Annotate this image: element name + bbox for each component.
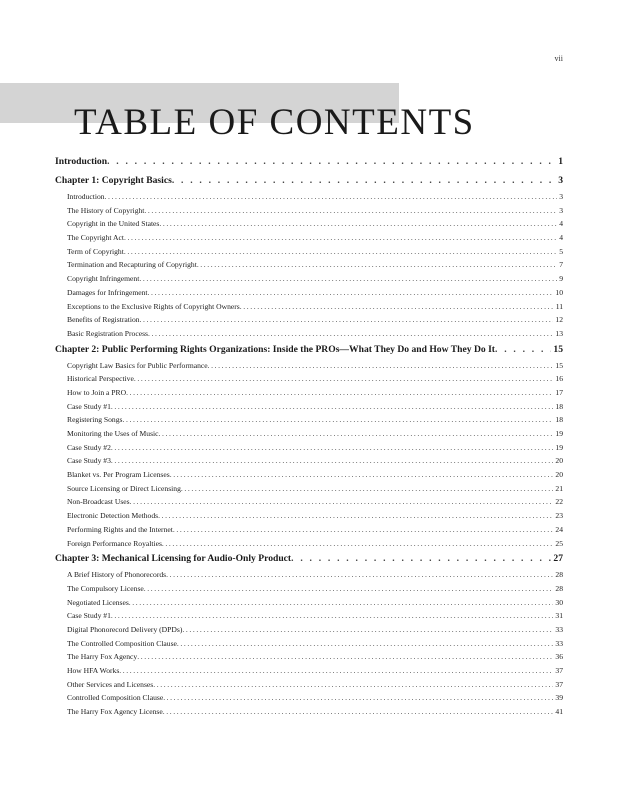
dot-leader [144,204,557,218]
toc-section-entry [55,637,563,651]
toc-section-entry [55,596,563,610]
toc-section-entry [55,286,563,300]
toc-entry-title: Case Study #3 [67,456,111,466]
toc-section-entry [55,400,563,414]
toc-entry-title: The Compulsory License [67,583,144,593]
toc-section-entry [55,231,563,245]
toc-section-entry [55,190,563,204]
toc-section-entry [55,386,563,400]
toc-entry-title: Introduction [67,192,105,201]
dot-leader [181,482,554,496]
toc-page-number: 19 [555,442,563,452]
toc-page-number: 23 [555,511,563,521]
toc-page-number: 20 [555,470,563,480]
toc-page-number: 37 [555,666,563,675]
toc-chapter-entry [55,153,563,171]
toc-chapter-entry [55,341,563,359]
dot-leader [129,596,554,610]
toc-section-entry [55,523,563,537]
toc-entry-title: A Brief History of Phonorecords [67,570,167,580]
toc-page-number: 4 [559,233,563,243]
dot-leader [159,427,554,441]
toc-entry-title: The Copyright Act [67,233,124,243]
toc-entry-title: Chapter 2: Public Performing Rights Organizations: Inside the PROs—What They Do and How They Do It [55,343,496,355]
toc-section-entry [55,537,563,551]
dot-leader [495,341,551,359]
toc-entry-title: Performing Rights and the Internet [67,524,173,534]
toc-chapter-entry [55,550,563,568]
dot-leader [177,637,554,651]
toc-entry-title: The Controlled Composition Clause [67,638,177,648]
page-title: TABLE OF CONTENTS [74,102,475,143]
toc-section-entry [55,650,563,664]
toc-page-number: 13 [555,328,563,338]
toc-entry-title: Controlled Composition Clause [67,693,164,703]
toc-entry-title: Damages for Infringement [67,287,148,297]
toc-section-entry [55,313,563,327]
dot-leader [173,523,554,537]
dot-leader [170,468,554,482]
toc-entry-title: Basic Registration Process [67,328,148,338]
dot-leader [119,664,553,678]
toc-page-number: 11 [555,301,563,311]
toc-entry-title: Electronic Detection Methods [67,511,159,521]
toc-section-entry [55,427,563,441]
toc-entry-title: Introduction [55,156,108,167]
toc-section-entry [55,609,563,623]
dot-leader [153,678,553,692]
toc-page-number: 36 [555,652,563,662]
dot-leader [124,231,557,245]
toc-entry-title: Historical Perspective [67,374,134,384]
toc-page-number: 5 [559,246,563,256]
toc-entry-title: Monitoring the Uses of Music [67,429,159,438]
toc-page-number: 17 [555,387,563,397]
dot-leader [208,359,554,373]
toc-section-entry [55,509,563,523]
toc-entry-title: Copyright Law Basics for Public Performance [67,360,208,370]
toc-page-number: 33 [555,638,563,648]
toc-chapter-entry [55,172,563,190]
toc-section-entry [55,678,563,692]
toc-entry-title: The Harry Fox Agency License [67,707,163,717]
toc-page-number: 20 [555,456,563,466]
toc-page-number: 28 [555,583,563,593]
toc-entry-title: Termination and Recapturing of Copyright [67,260,197,270]
dot-leader [111,400,554,414]
dot-leader [111,454,554,468]
toc-page-number: 15 [553,343,563,355]
toc-page-number: 24 [555,524,563,534]
dot-leader [163,691,553,705]
table-of-contents [55,153,563,719]
toc-entry-title: Blanket vs. Per Program Licenses [67,470,170,480]
toc-page-number: 7 [559,260,563,270]
toc-page-number: 19 [555,429,563,438]
toc-section-entry [55,245,563,259]
toc-section-entry [55,705,563,719]
toc-entry-title: Copyright in the United States [67,219,160,229]
toc-section-entry [55,217,563,231]
toc-section-entry [55,454,563,468]
toc-page-number: 3 [558,175,563,186]
toc-page-number: 18 [555,415,563,425]
toc-section-entry [55,272,563,286]
dot-leader [182,623,553,637]
toc-page-number: 3 [559,205,563,215]
toc-page-number: 27 [553,553,563,565]
toc-page-number: 39 [555,693,563,703]
toc-page-number: 9 [559,274,563,284]
toc-page-number: 25 [555,538,563,548]
toc-section-entry [55,623,563,637]
toc-section-entry [55,204,563,218]
toc-section-entry [55,482,563,496]
toc-section-entry [55,372,563,386]
toc-entry-title: Case Study #2 [67,442,111,452]
dot-leader [134,372,554,386]
toc-entry-title: The Harry Fox Agency [67,652,138,662]
toc-entry-title: Source Licensing or Direct Licensing [67,483,181,493]
dot-leader [137,650,553,664]
toc-entry-title: How HFA Works [67,666,120,675]
toc-section-entry [55,413,563,427]
toc-page-number: 21 [555,483,563,493]
dot-leader [291,550,551,568]
dot-leader [140,313,554,327]
toc-page-number: 30 [555,597,563,607]
toc-page-number: 41 [555,707,563,717]
toc-entry-title: Case Study #1 [67,611,111,621]
toc-entry-title: Exceptions to the Exclusive Rights of Copyright Owners [67,301,240,311]
toc-entry-title: Other Services and Licenses [67,679,154,689]
dot-leader [162,537,554,551]
dot-leader [130,495,554,509]
toc-entry-title: Foreign Performance Royalties [67,538,162,548]
dot-leader [107,153,556,171]
toc-page-number: 1 [558,156,563,167]
dot-leader [144,582,554,596]
page-number: vii [554,54,563,63]
toc-section-entry [55,441,563,455]
toc-page-number: 22 [555,497,563,507]
toc-entry-title: Negotiated Licenses [67,597,129,607]
toc-section-entry [55,327,563,341]
toc-section-entry [55,468,563,482]
toc-entry-title: Benefits of Registration [67,315,140,325]
dot-leader [163,705,554,719]
dot-leader [111,441,554,455]
toc-section-entry [55,300,563,314]
toc-section-entry [55,359,563,373]
toc-entry-title: How to Join a PRO [67,387,127,397]
dot-leader [159,217,557,231]
toc-page-number: 3 [559,192,563,201]
toc-entry-title: Non-Broadcast Uses [67,497,130,507]
dot-leader [111,609,554,623]
dot-leader [139,272,557,286]
dot-leader [124,245,557,259]
toc-page-number: 33 [555,624,563,634]
dot-leader [158,509,553,523]
toc-entry-title: Term of Copyright [67,246,124,256]
dot-leader [148,286,554,300]
toc-entry-title: The History of Copyright [67,205,145,215]
dot-leader [172,172,556,190]
dot-leader [197,258,557,272]
toc-page-number: 28 [555,570,563,580]
toc-page-number: 10 [555,287,563,297]
toc-section-entry [55,691,563,705]
dot-leader [126,386,553,400]
dot-leader [122,413,553,427]
toc-page-number: 16 [555,374,563,384]
dot-leader [148,327,553,341]
toc-entry-title: Copyright Infringement [67,274,140,284]
toc-section-entry [55,495,563,509]
toc-section-entry [55,568,563,582]
toc-entry-title: Digital Phonorecord Delivery (DPDs) [67,624,183,634]
toc-entry-title: Chapter 3: Mechanical Licensing for Audio-Only Product [55,553,292,565]
dot-leader [166,568,553,582]
toc-page-number: 4 [559,219,563,229]
dot-leader [105,190,558,204]
toc-section-entry [55,258,563,272]
toc-page-number: 18 [555,401,563,411]
toc-page-number: 31 [555,611,563,621]
toc-page-number: 12 [555,315,563,325]
toc-page-number: 37 [555,679,563,689]
toc-entry-title: Case Study #1 [67,401,111,411]
toc-entry-title: Chapter 1: Copyright Basics [55,175,172,186]
toc-entry-title: Registering Songs [67,415,123,425]
toc-page-number: 15 [555,360,563,370]
dot-leader [240,300,554,314]
toc-section-entry [55,664,563,678]
toc-section-entry [55,582,563,596]
